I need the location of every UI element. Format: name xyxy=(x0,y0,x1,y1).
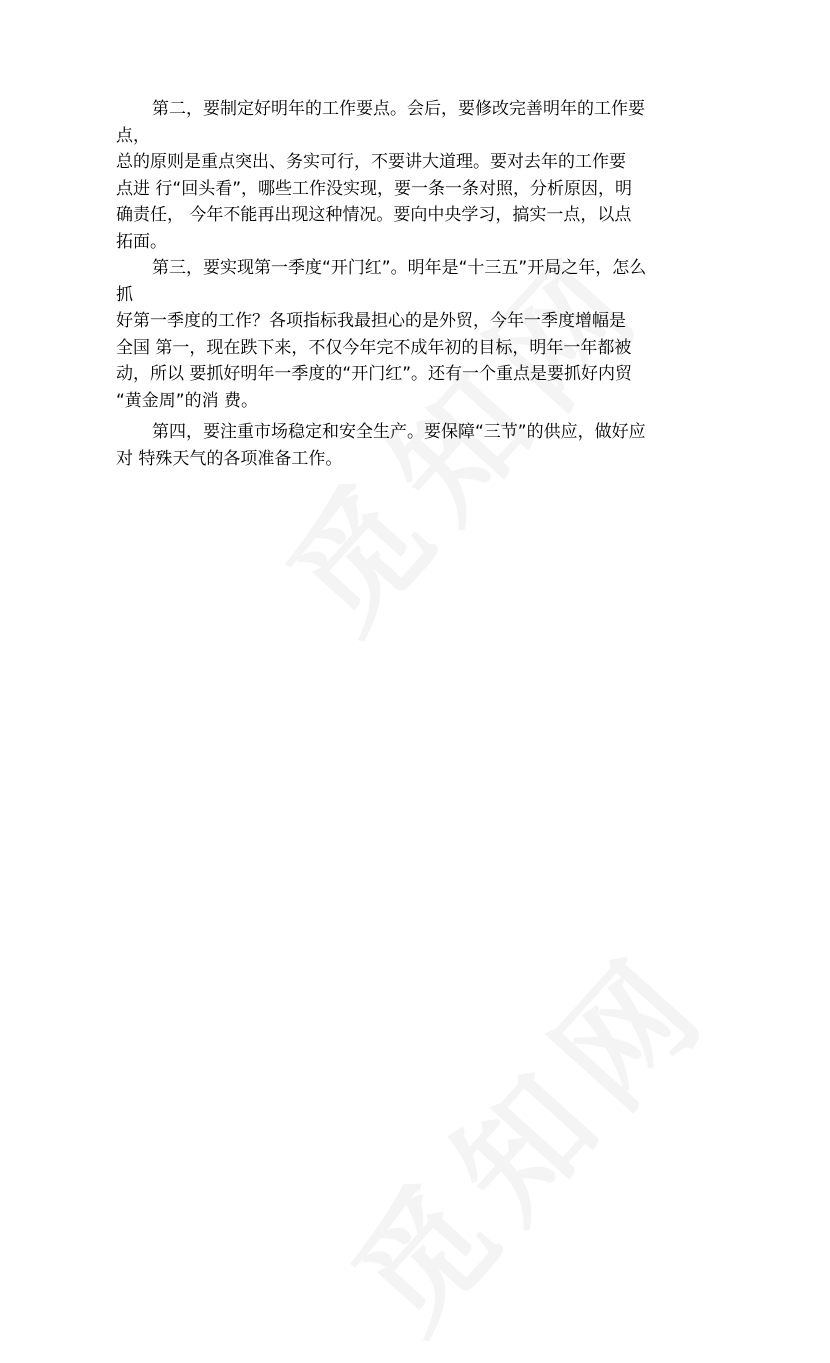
text-line: 点进 行“回头看”，哪些工作没实现，要一条一条对照，分析原因，明 xyxy=(116,178,633,199)
text-line: 总的原则是重点突出、务实可行，不要讲大道理。要对去年的工作要 xyxy=(116,152,626,172)
document-body xyxy=(116,96,726,472)
text-line: 全国 第一，现在跌下来，不仅今年完不成年初的目标，明年一年都被 xyxy=(116,337,632,358)
text-line: “黄金周”的消 费。 xyxy=(116,390,259,411)
text-line: 第三，要实现第一季度“开门红”。明年是“十三五”开局之年，怎么 xyxy=(152,258,647,278)
text-line: 第二，要制定好明年的工作要点。会后，要修改完善明年的工作要 xyxy=(152,99,645,119)
paragraph-3 xyxy=(116,255,726,414)
text-line: 动，所以 要抓好明年一季度的“开门红”。还有一个重点是要抓好内贸 xyxy=(116,364,633,384)
text-line: 第四，要注重市场稳定和安全生产。要保障“三节”的供应，做好应 xyxy=(152,422,646,442)
text-line: 确责任， 今年不能再出现这种情况。要向中央学习，搞实一点，以点 xyxy=(116,205,632,225)
text-line: 点， xyxy=(116,125,150,146)
text-line: 对 特殊天气的各项准备工作。 xyxy=(116,448,343,469)
text-line: 抓 xyxy=(116,284,133,305)
text-line: 拓面。 xyxy=(116,231,167,252)
watermark xyxy=(305,904,745,1363)
paragraph-2 xyxy=(116,96,726,255)
text-line: 好第一季度的工作？各项指标我最担心的是外贸，今年一季度增幅是 xyxy=(116,311,626,331)
paragraph-4 xyxy=(116,419,726,472)
